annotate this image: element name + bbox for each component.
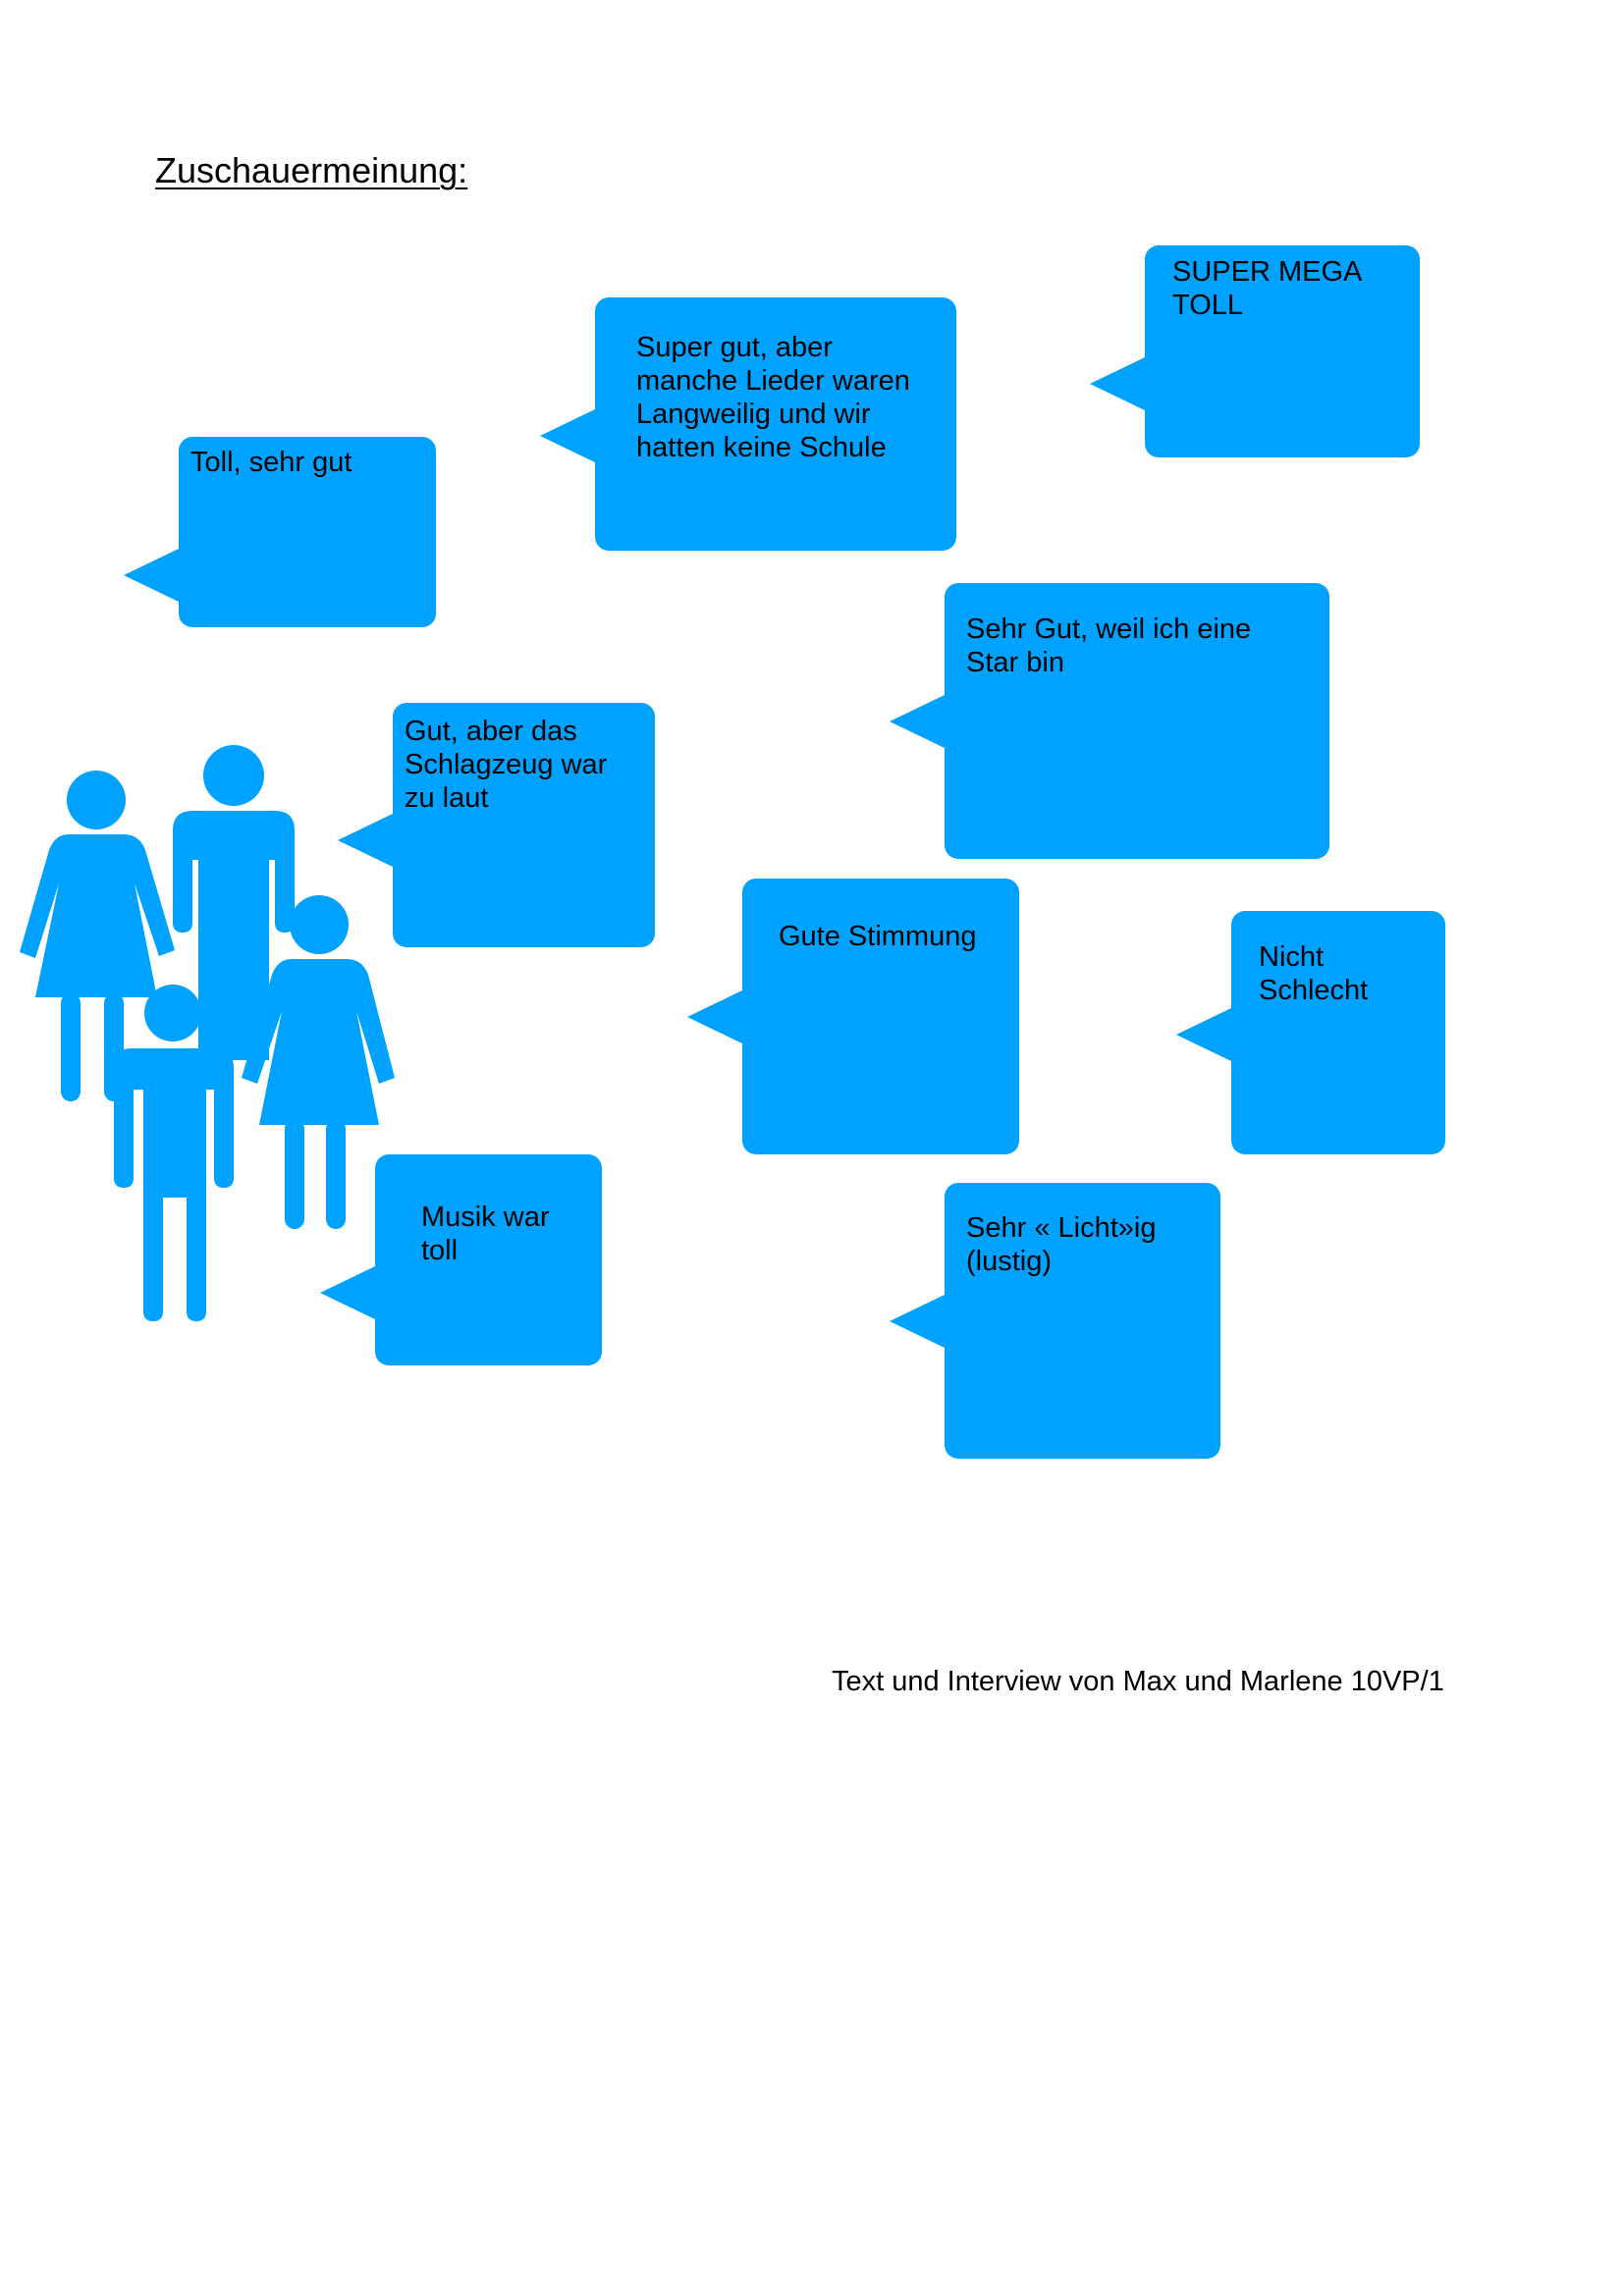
speech-bubble-super-gut (595, 297, 956, 551)
bubble-text: Super gut, aber manche Lieder waren Langweilig und wir hatten keine Schule (636, 332, 910, 463)
speech-bubble-nicht-schlecht (1231, 911, 1445, 1154)
bubble-text: SUPER MEGA TOLL (1172, 256, 1363, 321)
bubble-text: Toll, sehr gut (190, 447, 352, 478)
page-title: Zuschauermeinung: (155, 150, 468, 190)
bubble-text: Gut, aber das Schlagzeug war zu laut (405, 716, 608, 814)
speech-bubble-lichtig (945, 1183, 1220, 1459)
bubble-text: Nicht Schlecht (1259, 941, 1369, 1006)
bubble-text: Sehr « Licht»ig (lustig) (966, 1212, 1157, 1277)
speech-bubble-sehr-gut-star (945, 583, 1329, 859)
footer-credit: Text und Interview von Max und Marlene 10VP/1 (832, 1666, 1444, 1697)
bubble-text: Gute Stimmung (779, 921, 977, 952)
bubble-text: Musik war toll (421, 1201, 550, 1266)
bubble-text: Sehr Gut, weil ich eine Star bin (966, 614, 1252, 678)
speech-bubble-gute-stimmung (742, 879, 1019, 1154)
family-figures-icon (0, 0, 412, 1335)
speech-bubble-super-mega-toll (1145, 245, 1420, 457)
speech-bubble-schlagzeug (393, 703, 655, 947)
